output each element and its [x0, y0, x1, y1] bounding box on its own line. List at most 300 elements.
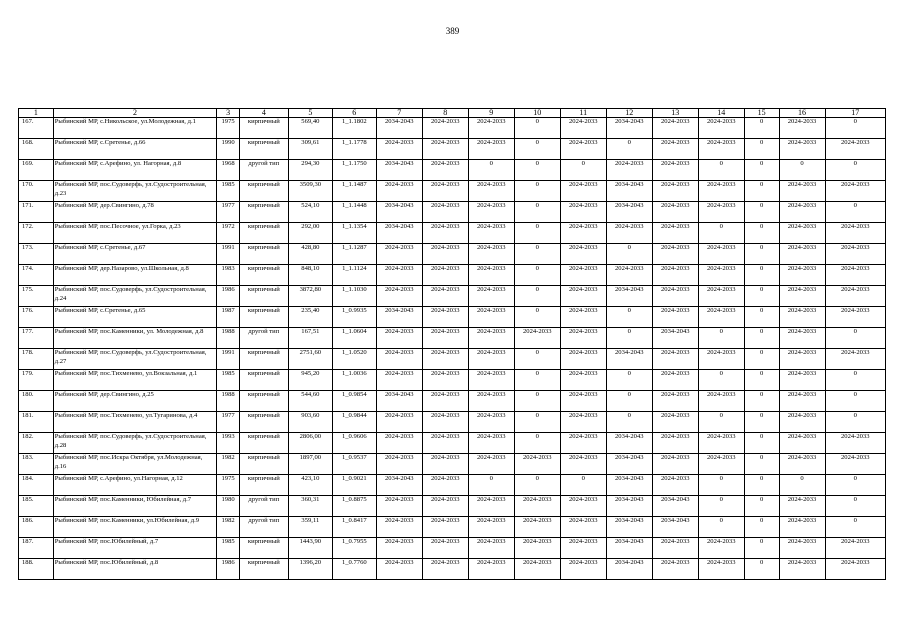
table-row — [19, 139, 886, 160]
cell-wall-material: кирпичный — [239, 433, 288, 454]
table-row — [19, 349, 886, 370]
cell-period-16: 0 — [779, 475, 825, 496]
cell-period-10: 0 — [514, 244, 560, 265]
cell-period-9: 2024-2033 — [468, 559, 514, 580]
cell-period-7: 2034-2043 — [376, 160, 422, 181]
cell-address: Рыбинский МР, с.Арефино, ул.Нагорная, д.12 — [53, 475, 217, 496]
cell-address: Рыбинский МР, с.Сретенье, д.66 — [53, 139, 217, 160]
cell-period-15: 0 — [744, 496, 779, 517]
housing-registry-table — [18, 108, 886, 580]
cell-area: 945,20 — [288, 370, 332, 391]
cell-period-15: 0 — [744, 328, 779, 349]
cell-address: Рыбинский МР, пос.Искра Октября, ул.Молодежная, д.16 — [53, 454, 217, 475]
cell-wall-material: другой тип — [239, 160, 288, 181]
cell-period-16: 2024-2033 — [779, 202, 825, 223]
cell-area: 428,80 — [288, 244, 332, 265]
cell-period-8: 2024-2033 — [422, 202, 468, 223]
cell-row-number: 185. — [19, 496, 54, 517]
cell-row-number: 184. — [19, 475, 54, 496]
cell-period-17: 2024-2033 — [825, 559, 885, 580]
cell-row-number: 178. — [19, 349, 54, 370]
cell-wall-material: кирпичный — [239, 559, 288, 580]
column-header-4: 4 — [239, 109, 288, 118]
cell-period-13: 2034-2043 — [652, 496, 698, 517]
cell-period-14: 0 — [698, 496, 744, 517]
cell-period-15: 0 — [744, 244, 779, 265]
cell-address: Рыбинский МР, пос.Судоверфь, ул.Судостроительная, д.23 — [53, 181, 217, 202]
cell-period-7: 2034-2043 — [376, 475, 422, 496]
cell-period-9: 2024-2033 — [468, 223, 514, 244]
cell-period-17: 2024-2033 — [825, 265, 885, 286]
cell-period-15: 0 — [744, 265, 779, 286]
cell-period-10: 0 — [514, 349, 560, 370]
cell-period-15: 0 — [744, 223, 779, 244]
cell-row-number: 168. — [19, 139, 54, 160]
cell-period-16: 2024-2033 — [779, 433, 825, 454]
cell-period-16: 2024-2033 — [779, 496, 825, 517]
cell-period-13: 2024-2033 — [652, 286, 698, 307]
cell-period-8: 2024-2033 — [422, 118, 468, 139]
cell-address: Рыбинский МР, пос.Юбилейный, д.8 — [53, 559, 217, 580]
cell-period-16: 2024-2033 — [779, 139, 825, 160]
cell-period-12: 2034-2043 — [606, 286, 652, 307]
cell-period-10: 2024-2033 — [514, 517, 560, 538]
cell-row-number: 188. — [19, 559, 54, 580]
cell-period-10: 0 — [514, 433, 560, 454]
cell-period-13: 2024-2033 — [652, 391, 698, 412]
cell-period-9: 2024-2033 — [468, 517, 514, 538]
cell-period-14: 0 — [698, 412, 744, 433]
cell-year-built: 1975 — [217, 118, 239, 139]
cell-year-built: 1986 — [217, 286, 239, 307]
cell-period-15: 0 — [744, 139, 779, 160]
cell-code: 1_1.1750 — [332, 160, 376, 181]
cell-row-number: 171. — [19, 202, 54, 223]
cell-period-15: 0 — [744, 181, 779, 202]
column-header-11: 11 — [560, 109, 606, 118]
cell-period-9: 2024-2033 — [468, 328, 514, 349]
cell-row-number: 187. — [19, 538, 54, 559]
cell-period-16: 2024-2033 — [779, 538, 825, 559]
cell-period-7: 2024-2033 — [376, 517, 422, 538]
column-header-14: 14 — [698, 109, 744, 118]
cell-code: 1_1.1487 — [332, 181, 376, 202]
cell-wall-material: другой тип — [239, 517, 288, 538]
cell-period-13: 2024-2033 — [652, 454, 698, 475]
cell-period-7: 2034-2043 — [376, 202, 422, 223]
cell-period-7: 2034-2043 — [376, 118, 422, 139]
cell-period-17: 2024-2033 — [825, 454, 885, 475]
cell-period-11: 2024-2033 — [560, 223, 606, 244]
cell-code: 1_1.1124 — [332, 265, 376, 286]
cell-wall-material: кирпичный — [239, 454, 288, 475]
cell-period-17: 2024-2033 — [825, 181, 885, 202]
cell-period-16: 2024-2033 — [779, 286, 825, 307]
cell-period-12: 2034-2043 — [606, 496, 652, 517]
cell-period-13: 2024-2033 — [652, 202, 698, 223]
cell-address: Рыбинский МР, с.Арефино, ул. Нагорная, д.8 — [53, 160, 217, 181]
cell-period-10: 0 — [514, 118, 560, 139]
cell-year-built: 1988 — [217, 391, 239, 412]
cell-area: 359,11 — [288, 517, 332, 538]
cell-period-17: 0 — [825, 118, 885, 139]
table-row — [19, 328, 886, 349]
cell-period-12: 2034-2043 — [606, 517, 652, 538]
cell-period-7: 2024-2033 — [376, 181, 422, 202]
cell-period-10: 0 — [514, 223, 560, 244]
cell-wall-material: кирпичный — [239, 286, 288, 307]
cell-row-number: 173. — [19, 244, 54, 265]
cell-period-12: 0 — [606, 139, 652, 160]
cell-row-number: 180. — [19, 391, 54, 412]
cell-period-12: 2034-2043 — [606, 538, 652, 559]
column-header-16: 16 — [779, 109, 825, 118]
cell-period-16: 2024-2033 — [779, 265, 825, 286]
cell-period-13: 2024-2033 — [652, 307, 698, 328]
cell-period-10: 0 — [514, 139, 560, 160]
cell-period-10: 2024-2033 — [514, 454, 560, 475]
cell-period-16: 2024-2033 — [779, 559, 825, 580]
cell-code: 1_1.1354 — [332, 223, 376, 244]
cell-area: 524,10 — [288, 202, 332, 223]
cell-period-17: 2024-2033 — [825, 349, 885, 370]
cell-period-17: 0 — [825, 160, 885, 181]
column-header-3: 3 — [217, 109, 239, 118]
table-row — [19, 181, 886, 202]
cell-period-11: 2024-2033 — [560, 181, 606, 202]
cell-period-12: 2024-2033 — [606, 223, 652, 244]
cell-period-16: 2024-2033 — [779, 181, 825, 202]
cell-address: Рыбинский МР, пос.Тихменево, ул.Тугаринова, д.4 — [53, 412, 217, 433]
cell-address: Рыбинский МР, пос.Каменники, ул.Юбилейная, д.9 — [53, 517, 217, 538]
cell-code: 1_0.8875 — [332, 496, 376, 517]
cell-period-12: 2034-2043 — [606, 559, 652, 580]
cell-period-11: 2024-2033 — [560, 286, 606, 307]
cell-wall-material: кирпичный — [239, 307, 288, 328]
cell-period-8: 2024-2033 — [422, 496, 468, 517]
cell-period-17: 0 — [825, 328, 885, 349]
cell-year-built: 1985 — [217, 181, 239, 202]
cell-period-12: 0 — [606, 370, 652, 391]
cell-code: 1_0.9844 — [332, 412, 376, 433]
cell-period-12: 2034-2043 — [606, 349, 652, 370]
cell-period-13: 2034-2043 — [652, 517, 698, 538]
cell-code: 1_1.0036 — [332, 370, 376, 391]
cell-year-built: 1977 — [217, 202, 239, 223]
cell-period-7: 2024-2033 — [376, 412, 422, 433]
cell-year-built: 1993 — [217, 433, 239, 454]
table-row — [19, 370, 886, 391]
cell-period-17: 0 — [825, 391, 885, 412]
cell-code: 1_0.7955 — [332, 538, 376, 559]
cell-wall-material: кирпичный — [239, 202, 288, 223]
cell-period-7: 2024-2033 — [376, 433, 422, 454]
cell-period-12: 0 — [606, 391, 652, 412]
cell-period-10: 0 — [514, 202, 560, 223]
cell-wall-material: кирпичный — [239, 538, 288, 559]
cell-period-10: 2024-2033 — [514, 496, 560, 517]
table-header — [19, 109, 886, 118]
cell-period-14: 2024-2033 — [698, 307, 744, 328]
cell-period-17: 0 — [825, 475, 885, 496]
cell-period-15: 0 — [744, 160, 779, 181]
cell-period-12: 0 — [606, 328, 652, 349]
cell-period-7: 2034-2043 — [376, 307, 422, 328]
cell-period-13: 2024-2033 — [652, 475, 698, 496]
cell-address: Рыбинский МР, пос.Судоверфь, ул.Судостроительная, д.28 — [53, 433, 217, 454]
cell-period-15: 0 — [744, 286, 779, 307]
cell-year-built: 1975 — [217, 475, 239, 496]
table-row — [19, 475, 886, 496]
cell-year-built: 1977 — [217, 412, 239, 433]
table-row — [19, 391, 886, 412]
cell-area: 2751,60 — [288, 349, 332, 370]
cell-period-9: 2024-2033 — [468, 139, 514, 160]
table-row — [19, 454, 886, 475]
cell-period-8: 2024-2033 — [422, 454, 468, 475]
cell-period-11: 2024-2033 — [560, 538, 606, 559]
cell-period-8: 2024-2033 — [422, 433, 468, 454]
cell-period-10: 0 — [514, 370, 560, 391]
cell-area: 1396,20 — [288, 559, 332, 580]
cell-period-16: 2024-2033 — [779, 307, 825, 328]
cell-period-15: 0 — [744, 307, 779, 328]
cell-period-16: 2024-2033 — [779, 118, 825, 139]
cell-period-13: 2024-2033 — [652, 244, 698, 265]
cell-period-10: 0 — [514, 160, 560, 181]
cell-period-15: 0 — [744, 517, 779, 538]
column-header-9: 9 — [468, 109, 514, 118]
cell-period-7: 2024-2033 — [376, 265, 422, 286]
cell-period-12: 2034-2043 — [606, 454, 652, 475]
cell-row-number: 170. — [19, 181, 54, 202]
cell-period-9: 2024-2033 — [468, 391, 514, 412]
cell-period-9: 2024-2033 — [468, 202, 514, 223]
cell-period-16: 2024-2033 — [779, 517, 825, 538]
cell-address: Рыбинский МР, с.Сретенье, д.65 — [53, 307, 217, 328]
cell-period-17: 2024-2033 — [825, 139, 885, 160]
cell-area: 3872,80 — [288, 286, 332, 307]
cell-period-8: 2024-2033 — [422, 307, 468, 328]
cell-period-17: 2024-2033 — [825, 244, 885, 265]
cell-row-number: 169. — [19, 160, 54, 181]
header-row — [19, 109, 886, 118]
cell-period-7: 2024-2033 — [376, 559, 422, 580]
cell-year-built: 1980 — [217, 496, 239, 517]
cell-period-7: 2034-2043 — [376, 391, 422, 412]
cell-code: 1_1.1287 — [332, 244, 376, 265]
cell-address: Рыбинский МР, пос.Тихменево, ул.Вокзальная, д.1 — [53, 370, 217, 391]
cell-code: 1_0.8417 — [332, 517, 376, 538]
table-row — [19, 265, 886, 286]
cell-period-14: 2024-2033 — [698, 391, 744, 412]
cell-period-17: 2024-2033 — [825, 538, 885, 559]
cell-period-17: 2024-2033 — [825, 307, 885, 328]
cell-period-10: 0 — [514, 181, 560, 202]
cell-address: Рыбинский МР, с.Никольское, ул.Молодежная, д.1 — [53, 118, 217, 139]
cell-year-built: 1988 — [217, 328, 239, 349]
cell-row-number: 179. — [19, 370, 54, 391]
cell-period-9: 2024-2033 — [468, 370, 514, 391]
cell-year-built: 1972 — [217, 223, 239, 244]
table-row — [19, 118, 886, 139]
cell-code: 1_0.7760 — [332, 559, 376, 580]
cell-period-16: 2024-2033 — [779, 244, 825, 265]
cell-year-built: 1991 — [217, 349, 239, 370]
table-row — [19, 307, 886, 328]
cell-area: 360,31 — [288, 496, 332, 517]
cell-period-15: 0 — [744, 538, 779, 559]
cell-year-built: 1991 — [217, 244, 239, 265]
cell-period-11: 0 — [560, 475, 606, 496]
table-row — [19, 160, 886, 181]
cell-period-13: 2024-2033 — [652, 559, 698, 580]
cell-period-7: 2024-2033 — [376, 496, 422, 517]
cell-period-16: 0 — [779, 160, 825, 181]
cell-period-12: 2034-2043 — [606, 433, 652, 454]
cell-period-9: 2024-2033 — [468, 307, 514, 328]
cell-period-8: 2024-2033 — [422, 412, 468, 433]
cell-year-built: 1985 — [217, 370, 239, 391]
cell-year-built: 1982 — [217, 454, 239, 475]
cell-period-17: 0 — [825, 517, 885, 538]
cell-address: Рыбинский МР, пос.Песочное, ул.Горка, д.23 — [53, 223, 217, 244]
cell-period-14: 0 — [698, 328, 744, 349]
cell-period-14: 2024-2033 — [698, 181, 744, 202]
cell-period-17: 0 — [825, 496, 885, 517]
cell-year-built: 1990 — [217, 139, 239, 160]
cell-period-13: 2024-2033 — [652, 412, 698, 433]
cell-code: 1_0.9935 — [332, 307, 376, 328]
cell-address: Рыбинский МР, дер.Назарово, ул.Школьная, д.8 — [53, 265, 217, 286]
cell-code: 1_1.0520 — [332, 349, 376, 370]
cell-period-7: 2034-2043 — [376, 223, 422, 244]
cell-period-13: 2024-2033 — [652, 223, 698, 244]
cell-period-7: 2024-2033 — [376, 286, 422, 307]
cell-period-11: 2024-2033 — [560, 433, 606, 454]
cell-wall-material: кирпичный — [239, 349, 288, 370]
cell-period-7: 2024-2033 — [376, 454, 422, 475]
cell-period-17: 0 — [825, 202, 885, 223]
cell-period-13: 2024-2033 — [652, 160, 698, 181]
cell-wall-material: другой тип — [239, 496, 288, 517]
cell-wall-material: кирпичный — [239, 223, 288, 244]
cell-period-12: 2034-2043 — [606, 202, 652, 223]
cell-wall-material: кирпичный — [239, 118, 288, 139]
table-row — [19, 286, 886, 307]
cell-area: 1897,00 — [288, 454, 332, 475]
cell-period-17: 2024-2033 — [825, 433, 885, 454]
cell-address: Рыбинский МР, пос.Юбилейный, д.7 — [53, 538, 217, 559]
cell-period-7: 2024-2033 — [376, 349, 422, 370]
column-header-12: 12 — [606, 109, 652, 118]
table-row — [19, 517, 886, 538]
cell-period-14: 2024-2033 — [698, 559, 744, 580]
table-row — [19, 559, 886, 580]
cell-area: 309,61 — [288, 139, 332, 160]
cell-period-10: 0 — [514, 307, 560, 328]
cell-period-15: 0 — [744, 433, 779, 454]
cell-code: 1_0.9606 — [332, 433, 376, 454]
cell-period-8: 2024-2033 — [422, 328, 468, 349]
column-header-13: 13 — [652, 109, 698, 118]
cell-row-number: 172. — [19, 223, 54, 244]
cell-code: 1_0.9854 — [332, 391, 376, 412]
cell-code: 1_1.1778 — [332, 139, 376, 160]
table-row — [19, 412, 886, 433]
cell-period-7: 2024-2033 — [376, 139, 422, 160]
column-header-10: 10 — [514, 109, 560, 118]
cell-period-11: 0 — [560, 160, 606, 181]
cell-period-12: 2024-2033 — [606, 160, 652, 181]
cell-area: 423,10 — [288, 475, 332, 496]
table-row — [19, 223, 886, 244]
cell-period-10: 0 — [514, 391, 560, 412]
cell-period-14: 0 — [698, 475, 744, 496]
cell-period-10: 2024-2033 — [514, 559, 560, 580]
cell-period-11: 2024-2033 — [560, 517, 606, 538]
cell-period-9: 2024-2033 — [468, 244, 514, 265]
cell-period-15: 0 — [744, 559, 779, 580]
cell-row-number: 167. — [19, 118, 54, 139]
cell-address: Рыбинский МР, дер.Свингино, д.25 — [53, 391, 217, 412]
cell-period-7: 2024-2033 — [376, 538, 422, 559]
cell-period-11: 2024-2033 — [560, 307, 606, 328]
cell-period-13: 2024-2033 — [652, 349, 698, 370]
table-row — [19, 496, 886, 517]
cell-period-8: 2024-2033 — [422, 286, 468, 307]
cell-address: Рыбинский МР, пос.Каменники, ул. Молодежная, д.8 — [53, 328, 217, 349]
column-header-7: 7 — [376, 109, 422, 118]
cell-area: 2806,00 — [288, 433, 332, 454]
cell-period-10: 0 — [514, 265, 560, 286]
column-header-8: 8 — [422, 109, 468, 118]
cell-period-8: 2024-2033 — [422, 517, 468, 538]
cell-row-number: 181. — [19, 412, 54, 433]
cell-period-12: 2034-2043 — [606, 181, 652, 202]
table-row — [19, 244, 886, 265]
cell-wall-material: кирпичный — [239, 244, 288, 265]
cell-row-number: 175. — [19, 286, 54, 307]
cell-period-15: 0 — [744, 370, 779, 391]
cell-wall-material: кирпичный — [239, 412, 288, 433]
cell-period-12: 0 — [606, 244, 652, 265]
cell-period-9: 2024-2033 — [468, 118, 514, 139]
cell-period-15: 0 — [744, 454, 779, 475]
cell-period-8: 2024-2033 — [422, 160, 468, 181]
cell-period-10: 0 — [514, 475, 560, 496]
cell-year-built: 1982 — [217, 517, 239, 538]
cell-area: 848,10 — [288, 265, 332, 286]
cell-period-11: 2024-2033 — [560, 496, 606, 517]
cell-period-11: 2024-2033 — [560, 559, 606, 580]
cell-period-11: 2024-2033 — [560, 328, 606, 349]
cell-wall-material: другой тип — [239, 328, 288, 349]
cell-period-10: 2024-2033 — [514, 538, 560, 559]
cell-period-10: 0 — [514, 412, 560, 433]
cell-period-9: 2024-2033 — [468, 412, 514, 433]
cell-period-10: 2024-2033 — [514, 328, 560, 349]
cell-period-10: 0 — [514, 286, 560, 307]
cell-period-16: 2024-2033 — [779, 349, 825, 370]
cell-period-11: 2024-2033 — [560, 391, 606, 412]
cell-period-13: 2024-2033 — [652, 139, 698, 160]
cell-period-13: 2024-2033 — [652, 118, 698, 139]
table-body — [19, 118, 886, 580]
cell-wall-material: кирпичный — [239, 265, 288, 286]
cell-year-built: 1985 — [217, 538, 239, 559]
page-number: 389 — [445, 26, 460, 36]
